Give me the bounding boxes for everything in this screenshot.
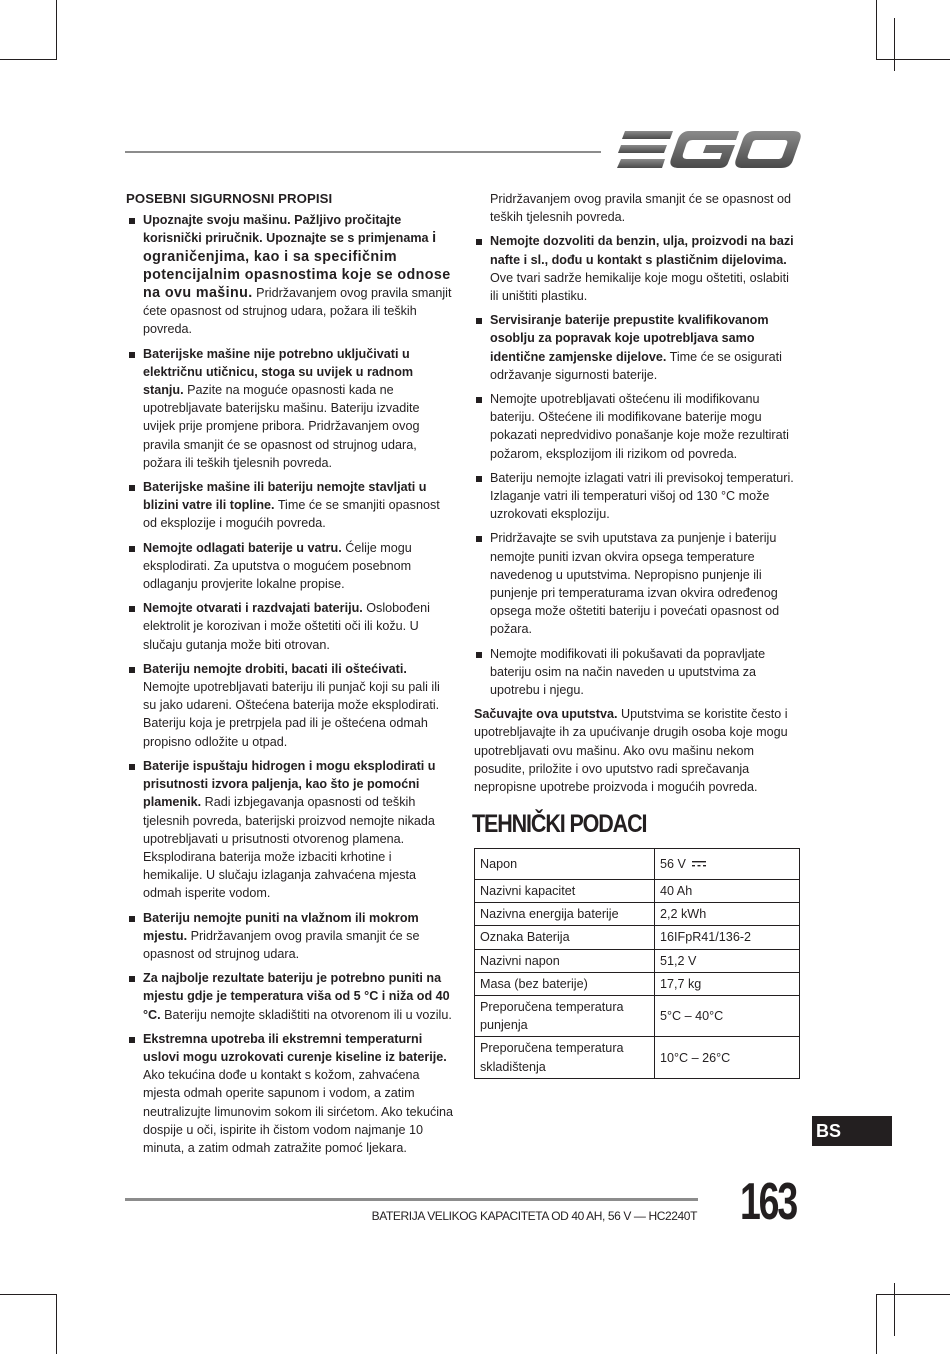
section-heading: POSEBNI SIGURNOSNI PROPISI [126, 191, 333, 206]
continuation-text: Pridržavanjem ovog pravila smanjit će se opasnost od teških tjelesnih povreda. [490, 192, 792, 225]
language-tab: BS [812, 1116, 892, 1146]
list-item: Nemojte upotrebljavati oštećenu ili modifikovanu bateriju. Oštećene ili modifikovane baterije mogu pokazati nepredvidivo ponašanje koje može rezultirati požarom, eksplozijom ili rizikom od povreda. [474, 390, 800, 463]
footer-rule [125, 1198, 698, 1201]
list-item: Bateriju nemojte puniti na vlažnom ili mokrom mjestu. Pridržavanjem ovog pravila smanjit će se opasnost od strujnog udara. [126, 909, 454, 964]
header-rule [125, 151, 601, 153]
crop-mark [0, 59, 57, 60]
crop-mark [0, 1294, 57, 1295]
table-row: Preporučena temperatura skladištenja 10°C – 26°C [475, 1037, 800, 1078]
list-item: Nemojte otvarati i razdvajati bateriju. Oslobođeni elektrolit je korozivan i može oštetiti oči ili kožu. U slučaju gutanja može biti otrovan. [126, 599, 454, 654]
list-item: Servisiranje baterije prepustite kvalifikovanom osoblju za popravak koje upotrebljava samo identične zamjenske dijelove. Time će se osigurati održavanje sigurnosti baterije. [474, 311, 800, 384]
right-column [474, 190, 800, 796]
voltage-value: 56 V [655, 849, 800, 880]
crop-mark [876, 59, 950, 60]
footer-title: BATERIJA VELIKOG KAPACITETA OD 40 AH, 56 V — HC2240T [371, 1209, 697, 1223]
crop-mark [56, 0, 57, 60]
tech-data-table [474, 848, 800, 1079]
list-item: Baterijske mašine ili bateriju nemojte stavljati u blizini vatre ili topline. Time će se smanjiti opasnost od eksplozije i mogućih povreda. [126, 478, 454, 533]
tech-data-heading: TEHNIČKI PODACI [472, 810, 647, 838]
left-column [126, 190, 454, 1163]
table-row: Oznaka Baterija 16IFpR41/136-2 [475, 926, 800, 949]
list-item: Bateriju nemojte izlagati vatri ili previsokoj temperaturi. Izlaganje vatri ili temperaturi višoj od 130 °C može uzrokovati eksploziju. [474, 469, 800, 524]
list-item: Upoznajte svoju mašinu. Pažljivo pročitajte korisnički priručnik. Upoznajte se s primjenama i ograničenjima, kao i sa specifičnim potencijalnim opasnostima koje se odnose na ovu mašinu. Pridržavanjem ovog pravila smanjit ćete opasnost od strujnog udara, požara ili teških povreda. [126, 211, 454, 338]
table-row: Nazivna energija baterije 2,2 kWh [475, 903, 800, 926]
crop-mark [876, 1294, 950, 1295]
crop-mark [876, 0, 877, 60]
page-number: 163 [740, 1173, 796, 1231]
list-item: Baterijske mašine nije potrebno uključivati u električnu utičnicu, stoga su uvijek u radnom stanju. Pazite na moguće opasnosti kada ne upotrebljavate baterijsku mašinu. Bateriju izvadite uvijek prije promjene pribora. Pridržavanjem ovog pravila smanjit će se opasnost od strujnog udara, požara ili teških tjelesnih povreda. [126, 345, 454, 472]
crop-mark [876, 1294, 877, 1354]
save-instructions: Sačuvajte ova uputstva. Uputstvima se koristite često i upotrebljavajte ih za upućivanje drugih osoba koje mogu upotrebljavati ovu mašinu. Ako ovu mašinu nekom posudite, priložite i ovo uputstvo radi sprečavanja nepropisne upotrebe proizvoda i mogućih povreda. [474, 707, 788, 795]
ego-logo [617, 130, 801, 170]
table-row: Napon 56 V [475, 849, 800, 880]
crop-mark [894, 1283, 895, 1336]
dc-symbol-icon [692, 861, 706, 868]
list-item: Bateriju nemojte drobiti, bacati ili oštećivati. Nemojte upotrebljavati bateriju ili punjač koji su pali ili su jako udareni. Oštećena baterija može eksplodirati. Bateriju koja je pretrpjela pad ili je oštećena odmah propisno odložite u otpad. [126, 660, 454, 751]
table-row: Nazivni kapacitet 40 Ah [475, 880, 800, 903]
list-item: Baterije ispuštaju hidrogen i mogu eksplodirati u prisutnosti izvora paljenja, kao što je pomoćni plamenik. Radi izbjegavanja opasnosti od teških tjelesnih povreda, baterijski proizvod nemojte nikada upotrebljavati u prisutnosti otvorenog plamena. Eksplodirana baterija može izbaciti krhotine i hemikalije. U slučaju izlaganja zahvaćena mjesta odmah isperite vodom. [126, 757, 454, 903]
list-item: Nemojte modifikovati ili pokušavati da popravljate bateriju osim na način naveden u uputstvima za upotrebu i njegu. [474, 645, 800, 700]
list-item: Pridržavajte se svih uputstava za punjenje i bateriju nemojte puniti izvan okvira opsega temperature navedenog u uputstvima. Nepropisno punjenje ili punjenje pri temperaturama izvan okvira određenog opsega može oštetiti bateriju i povećati opasnost od požara. [474, 529, 800, 638]
crop-mark [894, 18, 895, 71]
list-item: Nemojte dozvoliti da benzin, ulja, proizvodi na bazi nafte i sl., dođu u kontakt s plastičnim dijelovima. Ove tvari sadrže hemikalije koje mogu oštetiti, oslabiti ili uništiti plastiku. [474, 232, 800, 305]
safety-rules-list [126, 211, 454, 1157]
list-item: Za najbolje rezultate bateriju je potrebno puniti na mjestu gdje je temperatura viša od 5 °C i niža od 40 °C. Bateriju nemojte skladištiti na otvorenom ili u vozilu. [126, 969, 454, 1024]
list-item: Ekstremna upotreba ili ekstremni temperaturni uslovi mogu uzrokovati curenje kiseline iz baterije. Ako tekućina dođe u kontakt s kožom, zahvaćena mjesta odmah operite sapunom i vodom, a zatim neutralizujte limunovim sokom ili sirćetom. Ako tekućina dospije u oči, ispirite ih čistom vodom najmanje 10 minuta, a zatim odmah zatražite pomoć ljekara. [126, 1030, 454, 1157]
table-row: Masa (bez baterije) 17,7 kg [475, 972, 800, 995]
safety-rules-list-continued [474, 232, 800, 699]
table-row: Nazivni napon 51,2 V [475, 949, 800, 972]
table-row: Preporučena temperatura punjenja 5°C – 40°C [475, 996, 800, 1037]
crop-mark [56, 1294, 57, 1354]
list-item: Nemojte odlagati baterije u vatru. Ćelije mogu eksplodirati. Za uputstva o mogućem posebnom odlaganju provjerite lokalne propise. [126, 539, 454, 594]
